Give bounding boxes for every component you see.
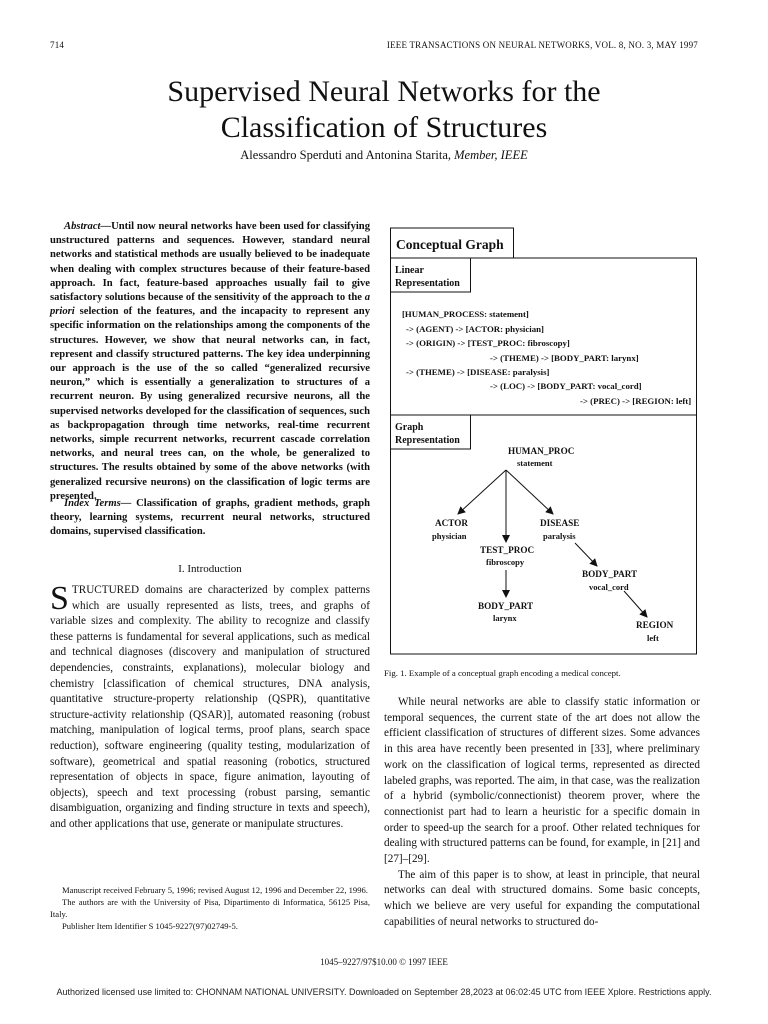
abstract [50, 220, 370, 504]
node-body-part-larynx: BODY_PART [478, 601, 534, 611]
node-disease: DISEASE [540, 518, 580, 528]
linear-line-5: -> (THEME) -> [DISEASE: paralysis] [406, 367, 550, 377]
edge-prec [624, 591, 647, 617]
intro-paragraph [50, 580, 370, 833]
linear-label-2: Representation [395, 278, 460, 289]
license-notice: Authorized licensed use limited to: CHONNAM NATIONAL UNIVERSITY. Downloaded on September 28,2023 at 06:02:45 UTC from IEEE Xplore. Restrictions apply. [56, 987, 712, 997]
node-body-part-larynx-value: larynx [493, 613, 517, 623]
graph-label-2: Representation [395, 435, 460, 446]
linear-line-7: -> (PREC) -> [REGION: left] [580, 396, 692, 406]
author-membership: Member, IEEE [454, 148, 528, 162]
node-human-proc: HUMAN_PROC [508, 446, 575, 456]
edge-loc [575, 543, 597, 566]
node-body-part-vocal: BODY_PART [582, 569, 638, 579]
node-test-proc-value: fibroscopy [486, 557, 525, 567]
abstract-label: Abstract— [64, 221, 112, 232]
linear-line-2: -> (AGENT) -> [ACTOR: physician] [406, 324, 544, 334]
linear-line-1: [HUMAN_PROCESS: statement] [402, 309, 529, 319]
index-terms-label: Index Terms— [64, 498, 132, 509]
paper-title [0, 74, 768, 146]
linear-label-1: Linear [395, 265, 424, 276]
right-paragraph-1: While neural networks are able to classify static information or temporal sequences, the current state of the art does not allow the efficient classification of structures of different sizes. Some advances in this area have recently been presented in [33], where preliminary work on the classification of logical terms, represented as directed labeled graphs, was reported. The aim, in that case, was the realization of a hybrid (symbolic/connectionist) theorem prover, where the connectionist part had to learn a heuristic for a specific domain in order to speed-up the search for a proof. Other related techniques for dealing with structured patterns can be found, for example, in [21] and [27]–[29]. [384, 696, 700, 866]
abstract-text-2: selection of the features, and the incapacity to represent any specific information on the relationships among the components of the structures. However, we show that neural networks can, in fact, represent and classify structured patterns. The key idea underpinning our approach is the use of the so called “generalized recursive neuron,” which is essentially a generalization to structures of a recurrent neuron. By using generalized recursive neurons, all the supervised networks developed for the classification of sequences, such as backpropagation through time networks, real-time recurrent networks, simple recurrent networks, recurrent cascade correlation networks, and neural trees can, on the whole, be generalized to structures. The results obtained by some of the above networks (with generalized recursive neurons) on the classification of logic terms are presented. [50, 306, 370, 502]
abstract-italic: a priori [50, 292, 370, 318]
node-test-proc: TEST_PROC [480, 545, 535, 555]
copyright-line: 1045–9227/97$10.00 © 1997 IEEE [320, 957, 448, 967]
node-human-proc-value: statement [517, 458, 553, 468]
journal-header: IEEE TRANSACTIONS ON NEURAL NETWORKS, VOL. 8, NO. 3, MAY 1997 [386, 40, 698, 50]
linear-line-6: -> (LOC) -> [BODY_PART: vocal_cord] [490, 381, 642, 391]
title-line-1: Supervised Neural Networks for the [167, 75, 601, 108]
figure-caption: Fig. 1. Example of a conceptual graph encoding a medical concept. [384, 668, 621, 678]
node-region: REGION [636, 620, 674, 630]
edge-agent [458, 470, 506, 514]
index-terms [50, 497, 370, 540]
author-names: Alessandro Sperduti and Antonina Starita, [240, 148, 451, 162]
drop-cap: S [50, 580, 69, 617]
abstract-text-1: Until now neural networks have been used for classifying unstructured patterns and sequences. However, standard neural networks and statistical methods are usually believed to be inadequate when dealing with complex structures because of their feature-based approach. In fact, feature-based approaches usually fail to give satisfactory solutions because of the sensitivity of the approach to the [50, 221, 370, 304]
edge-theme-disease [506, 470, 553, 514]
node-actor: ACTOR [435, 518, 469, 528]
conceptual-graph-figure [390, 224, 697, 655]
graph-label-1: Graph [395, 422, 424, 433]
node-region-value: left [647, 633, 659, 643]
node-body-part-vocal-value: vocal_cord [589, 582, 629, 592]
node-disease-value: paralysis [543, 531, 576, 541]
footnote-received: Manuscript received February 5, 1996; revised August 12, 1996 and December 22, 1996. [62, 885, 368, 895]
footnotes [50, 884, 370, 932]
node-actor-value: physician [432, 531, 467, 541]
section-heading: I. Introduction [178, 563, 242, 575]
figure-title: Conceptual Graph [396, 237, 504, 252]
intro-text: domains are characterized by complex patterns which are usually represented as lists, trees, and graphs of variable sizes and complexity. The ability to recognize and classify these patterns is fundamental for several applications, such as medical and technical diagnoses (discovery and manipulation of structured dependencies, constraints, explanations), molecular biology and chemistry [classification of chemical structures, DNA analysis, quantitative structure-property relationship (QSPR), quantitative structure-activity relationship (QSAR)], automated reasoning (robust matching, manipulation of logical terms, proof plans, search space reduction), software engineering (quality testing, modularization of software), geometrical and spatial reasoning (robotics, structured representation of objects in space, figure animation, layouting of objects), speech and text processing (robust parsing, semantic disambiguation, organizing and finding structure in texts and speech), and other applications that use, generate or manipulate structures. [50, 584, 370, 830]
linear-line-4: -> (THEME) -> [BODY_PART: larynx] [490, 353, 639, 363]
page-number: 714 [50, 40, 65, 50]
title-line-2: Classification of Structures [220, 111, 548, 144]
footnote-identifier: Publisher Item Identifier S 1045-9227(97)02749-5. [62, 921, 238, 931]
footnote-affiliation: The authors are with the University of Pisa, Dipartimento di Informatica, 56125 Pisa, Italy. [50, 897, 370, 919]
authors [0, 148, 768, 163]
linear-line-3: -> (ORIGIN) -> [TEST_PROC: fibroscopy] [406, 338, 570, 348]
right-paragraph-2: The aim of this paper is to show, at least in principle, that neural networks can deal with structured domains. Some basic concepts, which we believe are very useful for expanding the computational capabilities of neural networks to structured do- [384, 868, 700, 928]
intro-first-word: TRUCTURED [71, 584, 140, 596]
index-terms-text: Classification of graphs, gradient methods, graph theory, learning systems, recurrent neural networks, structured domains, supervised classification. [50, 498, 370, 538]
right-column-text [384, 695, 700, 931]
